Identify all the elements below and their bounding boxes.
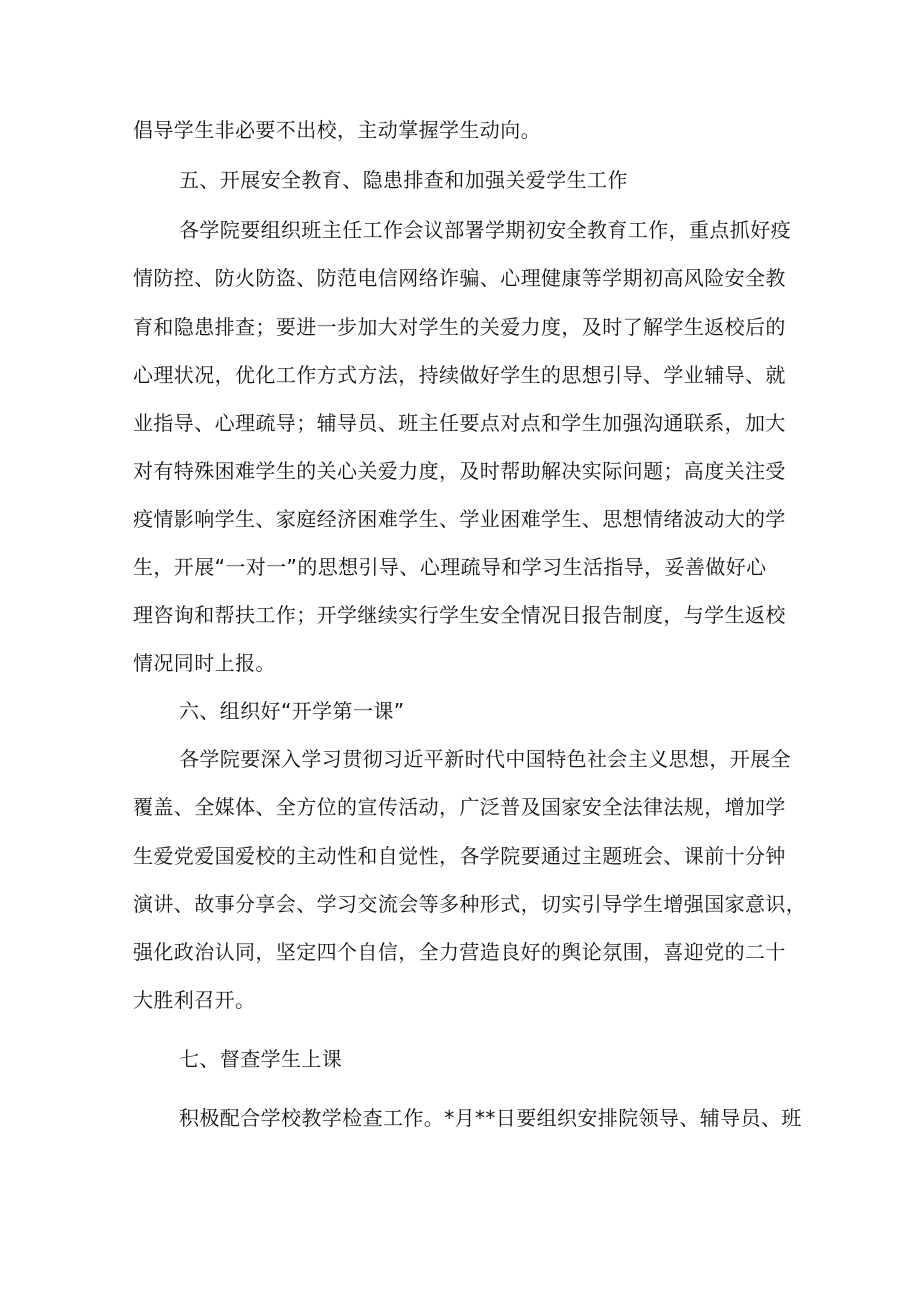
- text-line: 对有特殊困难学生的关心关爱力度，及时帮助解决实际问题；高度关注受: [133, 459, 786, 483]
- text-line: 积极配合学校教学检查工作。*月**日要组织安排院领导、辅导员、班: [179, 1106, 802, 1130]
- text-line: 各学院要组织班主任工作会议部署学期初安全教育工作，重点抓好疫: [179, 218, 791, 242]
- text-line: 情防控、防火防盗、防范电信网络诈骗、心理健康等学期初高风险安全教: [133, 266, 786, 290]
- text-line: 理咨询和帮扶工作；开学继续实行学生安全情况日报告制度，与学生返校: [133, 603, 786, 627]
- section-heading: 六、组织好“开学第一课”: [179, 699, 405, 723]
- text-line: 大胜利召开。: [133, 988, 256, 1012]
- section-heading: 五、开展安全教育、隐患排查和加强关爱学生工作: [179, 168, 628, 192]
- text-line: 倡导学生非必要不出校，主动掌握学生动向。: [133, 118, 541, 142]
- section-heading: 七、督查学生上课: [179, 1047, 343, 1071]
- text-line: 疫情影响学生、家庭经济困难学生、学业困难学生、思想情绪波动大的学: [133, 507, 786, 531]
- text-line: 育和隐患排查；要进一步加大对学生的关爱力度，及时了解学生返校后的: [133, 315, 786, 339]
- text-line: 情况同时上报。: [133, 651, 276, 675]
- text-line: 各学院要深入学习贯彻习近平新时代中国特色社会主义思想，开展全: [179, 747, 791, 771]
- text-line: 心理状况，优化工作方式方法，持续做好学生的思想引导、学业辅导、就: [133, 363, 786, 387]
- text-line: 强化政治认同，坚定四个自信，全力营造良好的舆论氛围，喜迎党的二十: [133, 940, 786, 964]
- text-line: 演讲、故事分享会、学习交流会等多种形式，切实引导学生增强国家意识，: [133, 892, 807, 916]
- text-line: 生，开展“一对一”的思想引导、心理疏导和学习生活指导，妥善做好心: [133, 555, 767, 579]
- text-line: 业指导、心理疏导；辅导员、班主任要点对点和学生加强沟通联系，加大: [133, 411, 786, 435]
- text-line: 覆盖、全媒体、全方位的宣传活动，广泛普及国家安全法律法规，增加学: [133, 795, 786, 819]
- text-line: 生爱党爱国爱校的主动性和自觉性，各学院要通过主题班会、课前十分钟: [133, 844, 786, 868]
